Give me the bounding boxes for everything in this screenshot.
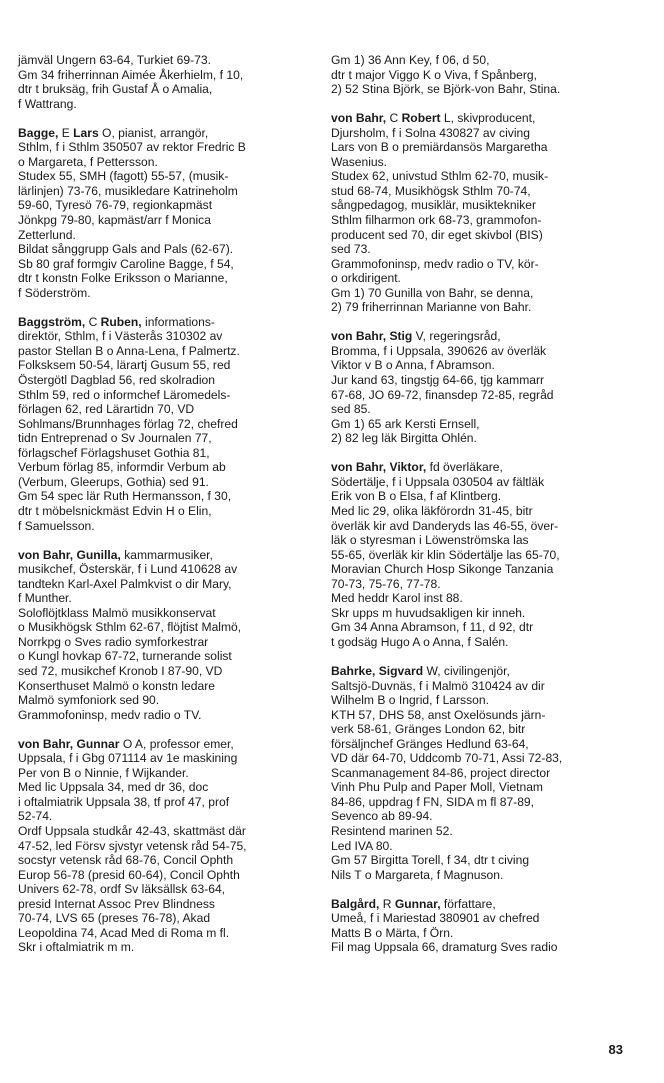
entry-line bbox=[331, 271, 627, 286]
entry-line bbox=[18, 388, 314, 403]
entry-line bbox=[331, 68, 627, 83]
entry-text: musikchef, Österskär, f i Lund 410628 av bbox=[18, 562, 238, 577]
entry-text: Gm 1) 70 Gunilla von Bahr, se denna, bbox=[331, 285, 534, 300]
biography-entry bbox=[18, 53, 314, 111]
entry-line bbox=[18, 417, 314, 432]
entry-line bbox=[331, 519, 627, 534]
entry-text: O, pianist, arrangör, bbox=[98, 125, 209, 140]
entry-line bbox=[18, 606, 314, 621]
entry-name: Bahrke, Sigvard bbox=[331, 663, 424, 678]
entry-text: tidn Entreprenad o Sv Journalen 77, bbox=[18, 431, 212, 446]
entry-line bbox=[331, 708, 627, 723]
entry-line bbox=[18, 489, 314, 504]
entry-line bbox=[331, 417, 627, 432]
biography-entry bbox=[18, 126, 314, 301]
entry-line bbox=[331, 897, 627, 912]
entry-line bbox=[18, 766, 314, 781]
entry-text: C bbox=[386, 111, 402, 126]
entry-text: 55-65, överläk kir klin Södertälje las 65-70, bbox=[331, 547, 560, 562]
entry-text: förlagschef Förlagshuset Gothia 81, bbox=[18, 445, 210, 460]
entry-line bbox=[18, 402, 314, 417]
entry-text: dtr t möbelsnickmäst Edvin H o Elin, bbox=[18, 503, 212, 518]
entry-text: Grammofoninsp, medv radio o TV. bbox=[18, 707, 202, 722]
entry-text: Konserthuset Malmö o konstn ledare bbox=[18, 678, 215, 693]
entry-line bbox=[18, 664, 314, 679]
entry-text: Soloflöjtklass Malmö musikkonservat bbox=[18, 605, 216, 620]
entry-line bbox=[18, 853, 314, 868]
entry-line bbox=[331, 213, 627, 228]
entry-line bbox=[18, 53, 314, 68]
entry-text: Bromma, f i Uppsala, 390626 av överläk bbox=[331, 343, 547, 358]
entry-text: o Margareta, f Pettersson. bbox=[18, 154, 158, 169]
entry-line bbox=[331, 504, 627, 519]
entry-line bbox=[331, 577, 627, 592]
entry-text: försäljnchef Gränges Hedlund 63-64, bbox=[331, 736, 529, 751]
entry-line bbox=[331, 111, 627, 126]
entry-text: Malmö symfoniork sed 90. bbox=[18, 693, 160, 708]
entry-name: Gunnar, bbox=[394, 896, 441, 911]
entry-text: presid Internat Assoc Prev Blindness bbox=[18, 896, 215, 911]
entry-line bbox=[18, 475, 314, 490]
entry-line bbox=[331, 926, 627, 941]
entry-text: Wilhelm B o Ingrid, f Larsson. bbox=[331, 693, 489, 708]
entry-name: Lars bbox=[73, 125, 99, 140]
entry-text: Sthlm 59, red o informchef Läromedels- bbox=[18, 387, 231, 402]
entry-text: i oftalmiatrik Uppsala 38, tf prof 47, prof bbox=[18, 794, 230, 809]
entry-line bbox=[331, 606, 627, 621]
entry-text: Saltsjö-Duvnäs, f i Malmö 310424 av dir bbox=[331, 678, 545, 693]
entry-line bbox=[331, 664, 627, 679]
entry-line bbox=[18, 780, 314, 795]
entry-line bbox=[18, 562, 314, 577]
entry-text: Djursholm, f i Solna 430827 av civing bbox=[331, 125, 530, 140]
entry-text: Med lic 29, olika läkförordn 31-45, bitr bbox=[331, 503, 533, 518]
biography-entry bbox=[18, 737, 314, 955]
entry-text: Matts B o Märta, f Örn. bbox=[331, 925, 454, 940]
entry-line bbox=[331, 344, 627, 359]
entry-text: Sohlmans/Brunnhages förlag 72, chefred bbox=[18, 416, 238, 431]
entry-text: f Samuelsson. bbox=[18, 518, 95, 533]
entry-line bbox=[18, 68, 314, 83]
entry-text: 70-73, 75-76, 77-78. bbox=[331, 576, 441, 591]
entry-name: Baggström, bbox=[18, 314, 86, 329]
entry-text: Moravian Church Hosp Sikonge Tanzania bbox=[331, 562, 554, 577]
entry-line bbox=[331, 620, 627, 635]
entry-line bbox=[331, 868, 627, 883]
entry-text: 2) 82 leg läk Birgitta Ohlén. bbox=[331, 431, 477, 446]
entry-text: Gm 54 spec lär Ruth Hermansson, f 30, bbox=[18, 489, 232, 504]
entry-line bbox=[18, 82, 314, 97]
entry-name: von Bahr, Gunnar bbox=[18, 736, 120, 751]
entry-line bbox=[18, 882, 314, 897]
entry-text: Studex 55, SMH (fagott) 55-57, (musik- bbox=[18, 169, 229, 184]
entry-text: t godsäg Hugo A o Anna, f Salén. bbox=[331, 634, 509, 649]
entry-text: Resintend marinen 52. bbox=[331, 823, 453, 838]
entry-text: KTH 57, DHS 58, anst Oxelösunds järn- bbox=[331, 707, 546, 722]
entry-text: Södertälje, f i Uppsala 030504 av fältläk bbox=[331, 474, 545, 489]
entry-text: 52-74. bbox=[18, 809, 53, 824]
entry-text: Univers 62-78, ordf Sv läksällsk 63-64, bbox=[18, 882, 226, 897]
entry-line bbox=[18, 213, 314, 228]
entry-text: Studex 62, univstud Sthlm 62-70, musik- bbox=[331, 169, 549, 184]
entry-line bbox=[18, 257, 314, 272]
entry-line bbox=[18, 649, 314, 664]
entry-text: Europ 56-78 (presid 60-64), Concil Ophth bbox=[18, 867, 240, 882]
entry-text: 70-74, LVS 65 (preses 76-78), Akad bbox=[18, 911, 211, 926]
entry-text: O A, professor emer, bbox=[119, 736, 234, 751]
entry-text: Umeå, f i Mariestad 380901 av chefred bbox=[331, 911, 540, 926]
entry-line bbox=[331, 460, 627, 475]
entry-text: Nils T o Margareta, f Magnuson. bbox=[331, 867, 504, 882]
entry-text: f Söderström. bbox=[18, 285, 91, 300]
entry-line bbox=[331, 184, 627, 199]
entry-line bbox=[18, 242, 314, 257]
entry-line bbox=[331, 591, 627, 606]
entry-line bbox=[331, 809, 627, 824]
entry-name: von Bahr, Gunilla, bbox=[18, 547, 121, 562]
entry-text: E bbox=[58, 125, 74, 140]
entry-text: Uppsala, f i Gbg 071114 av 1e maskining bbox=[18, 751, 238, 766]
entry-text: Sevenco ab 89-94. bbox=[331, 809, 433, 824]
entry-text: C bbox=[85, 314, 101, 329]
entry-text: läk o styresman i Löwenströmska las bbox=[331, 533, 529, 548]
entry-line bbox=[331, 533, 627, 548]
biography-entry bbox=[331, 460, 627, 649]
entry-line bbox=[18, 940, 314, 955]
left-column bbox=[18, 53, 314, 969]
entry-line bbox=[331, 198, 627, 213]
entry-text: författare, bbox=[440, 896, 496, 911]
entry-line bbox=[331, 722, 627, 737]
entry-text: sed 72, musikchef Kronob I 87-90, VD bbox=[18, 663, 223, 678]
page-number: 83 bbox=[608, 1042, 623, 1057]
entry-line bbox=[18, 286, 314, 301]
entry-name: Robert bbox=[401, 111, 441, 126]
entry-text: Jönkpg 79-80, kapmäst/arr f Monica bbox=[18, 213, 211, 228]
entry-text: Verbum förlag 85, informdir Verbum ab bbox=[18, 460, 226, 475]
entry-text: Gm 34 friherrinnan Aimée Åkerhielm, f 10, bbox=[18, 67, 244, 82]
entry-line bbox=[331, 475, 627, 490]
entry-text: förlagen 62, red Lärartidn 70, VD bbox=[18, 402, 195, 417]
entry-line bbox=[331, 489, 627, 504]
entry-text: Sb 80 graf formgiv Caroline Bagge, f 54, bbox=[18, 256, 234, 271]
entry-text: W, civilingenjör, bbox=[423, 663, 510, 678]
entry-line bbox=[18, 824, 314, 839]
entry-name: Ruben, bbox=[100, 314, 142, 329]
entry-text: Gm 1) 65 ark Kersti Ernsell, bbox=[331, 416, 480, 431]
entry-text: (Verbum, Gleerups, Gothia) sed 91. bbox=[18, 474, 209, 489]
entry-text: dtr t konstn Folke Eriksson o Marianne, bbox=[18, 271, 228, 286]
entry-text: Sthlm, f i Sthlm 350507 av rektor Fredric B bbox=[18, 140, 246, 155]
entry-line bbox=[331, 140, 627, 155]
entry-line bbox=[18, 708, 314, 723]
entry-line bbox=[18, 126, 314, 141]
entry-line bbox=[331, 824, 627, 839]
entry-line bbox=[331, 940, 627, 955]
entry-text: direktör, Sthlm, f i Västerås 310302 av bbox=[18, 329, 223, 344]
entry-name: von Bahr, Stig bbox=[331, 329, 413, 344]
entry-line bbox=[331, 766, 627, 781]
entry-line bbox=[18, 155, 314, 170]
entry-text: f Munther. bbox=[18, 591, 72, 606]
entry-line bbox=[18, 751, 314, 766]
entry-text: Jur kand 63, tingstjg 64-66, tjg kammarr bbox=[331, 373, 545, 388]
entry-text: pastor Stellan B o Anna-Lena, f Palmertz. bbox=[18, 343, 240, 358]
entry-line bbox=[331, 300, 627, 315]
entry-text: Led IVA 80. bbox=[331, 838, 393, 853]
entry-line bbox=[18, 577, 314, 592]
entry-text: dtr t major Viggo K o Viva, f Spånberg, bbox=[331, 67, 537, 82]
entry-text: Skr upps m huvudsakligen kir inneh. bbox=[331, 605, 526, 620]
entry-text: R bbox=[379, 896, 395, 911]
entry-line bbox=[18, 198, 314, 213]
entry-text: Gm 1) 36 Ann Key, f 06, d 50, bbox=[331, 53, 490, 67]
entry-text: Leopoldina 74, Acad Med di Roma m fl. bbox=[18, 925, 230, 940]
entry-text: o Musikhögsk Sthlm 62-67, flöjtist Malmö, bbox=[18, 620, 242, 635]
entry-text: Ordf Uppsala studkår 42-43, skattmäst där bbox=[18, 823, 246, 838]
entry-text: Med heddr Karol inst 88. bbox=[331, 591, 463, 606]
entry-line bbox=[18, 635, 314, 650]
entry-text: Viktor v B o Anna, f Abramson. bbox=[331, 358, 495, 373]
entry-line bbox=[331, 329, 627, 344]
entry-name: von Bahr, bbox=[331, 111, 387, 126]
entry-text: o orkdirigent. bbox=[331, 271, 401, 286]
entry-text: fd överläkare, bbox=[426, 460, 503, 475]
entry-line bbox=[18, 315, 314, 330]
entry-line bbox=[331, 853, 627, 868]
entry-text: socstyr vetensk råd 68-76, Concil Ophth bbox=[18, 853, 234, 868]
entry-text: verk 58-61, Gränges London 62, bitr bbox=[331, 722, 526, 737]
entry-line bbox=[18, 460, 314, 475]
entry-name: Bagge, bbox=[18, 125, 59, 140]
entry-line bbox=[331, 358, 627, 373]
entry-line bbox=[18, 548, 314, 563]
entry-line bbox=[331, 839, 627, 854]
entry-text: Norrkpg o Sves radio symforkestrar bbox=[18, 634, 209, 649]
entry-text: jämväl Ungern 63-64, Turkiet 69-73. bbox=[18, 53, 211, 67]
biography-entry bbox=[331, 664, 627, 882]
entry-text: Skr i oftalmiatrik m m. bbox=[18, 940, 135, 955]
entry-line bbox=[18, 344, 314, 359]
biography-entry bbox=[331, 111, 627, 315]
entry-line bbox=[331, 82, 627, 97]
entry-text: Östergötl Dagblad 56, red skolradion bbox=[18, 373, 215, 388]
entry-text: Fil mag Uppsala 66, dramaturg Sves radio bbox=[331, 940, 558, 955]
entry-line bbox=[18, 795, 314, 810]
entry-line bbox=[331, 911, 627, 926]
entry-line bbox=[331, 228, 627, 243]
entry-text: f Wattrang. bbox=[18, 96, 77, 111]
entry-line bbox=[331, 548, 627, 563]
entry-line bbox=[331, 155, 627, 170]
entry-line bbox=[18, 620, 314, 635]
entry-line bbox=[18, 897, 314, 912]
entry-line bbox=[18, 271, 314, 286]
entry-line bbox=[331, 795, 627, 810]
entry-text: producent sed 70, dir eget skivbol (BIS) bbox=[331, 227, 543, 242]
entry-name: Balgård, bbox=[331, 896, 380, 911]
entry-text: 59-60, Tyresö 76-79, regionkapmäst bbox=[18, 198, 213, 213]
entry-text: 47-52, led Försv sjvstyr vetensk råd 54-75, bbox=[18, 838, 247, 853]
entry-line bbox=[331, 635, 627, 650]
entry-text: L, skivproducent, bbox=[440, 111, 536, 126]
entry-name: von Bahr, Viktor, bbox=[331, 460, 427, 475]
entry-line bbox=[18, 911, 314, 926]
entry-line bbox=[18, 679, 314, 694]
entry-text: 84-86, uppdrag f FN, SIDA m fl 87-89, bbox=[331, 794, 535, 809]
entry-text: sed 85. bbox=[331, 402, 371, 417]
entry-line bbox=[331, 693, 627, 708]
entry-line bbox=[18, 169, 314, 184]
entry-line bbox=[331, 257, 627, 272]
entry-line bbox=[331, 679, 627, 694]
entry-line bbox=[331, 53, 627, 68]
entry-text: o Kungl hovkap 67-72, turnerande solist bbox=[18, 649, 232, 664]
entry-text: 67-68, JO 69-72, finansdep 72-85, regråd bbox=[331, 387, 554, 402]
entry-line bbox=[331, 169, 627, 184]
entry-line bbox=[18, 504, 314, 519]
biography-entry bbox=[18, 548, 314, 723]
entry-line bbox=[18, 228, 314, 243]
entry-line bbox=[18, 839, 314, 854]
entry-line bbox=[331, 780, 627, 795]
entry-text: Gm 34 Anna Abramson, f 11, d 92, dtr bbox=[331, 620, 534, 635]
entry-line bbox=[331, 373, 627, 388]
entry-text: Bildat sånggrupp Gals and Pals (62-67). bbox=[18, 242, 234, 257]
entry-text: Sthlm filharmon ork 68-73, grammofon- bbox=[331, 213, 542, 228]
entry-line bbox=[18, 926, 314, 941]
entry-text: lärlinjen) 73-76, musikledare Katrineholm bbox=[18, 183, 238, 198]
entry-line bbox=[18, 591, 314, 606]
entry-text: Lars von B o premiärdansös Margaretha bbox=[331, 140, 548, 155]
entry-line bbox=[18, 737, 314, 752]
entry-line bbox=[18, 97, 314, 112]
entry-text: Med lic Uppsala 34, med dr 36, doc bbox=[18, 780, 209, 795]
biography-entry bbox=[331, 53, 627, 97]
entry-line bbox=[18, 373, 314, 388]
entry-line bbox=[331, 562, 627, 577]
entry-text: dtr t bruksäg, frih Gustaf Å o Amalia, bbox=[18, 82, 213, 97]
entry-line bbox=[18, 358, 314, 373]
entry-line bbox=[18, 329, 314, 344]
entry-text: Scanmanagement 84-86, project director bbox=[331, 765, 551, 780]
entry-text: överläk kir avd Danderyds las 46-55, över- bbox=[331, 518, 559, 533]
entry-text: V, regeringsråd, bbox=[412, 329, 501, 344]
entry-line bbox=[331, 126, 627, 141]
biography-entry bbox=[331, 329, 627, 445]
entry-line bbox=[331, 751, 627, 766]
entry-text: stud 68-74, Musikhögsk Sthlm 70-74, bbox=[331, 183, 531, 198]
entry-line bbox=[331, 242, 627, 257]
entry-line bbox=[18, 446, 314, 461]
entry-text: Wasenius. bbox=[331, 154, 388, 169]
entry-line bbox=[331, 737, 627, 752]
entry-line bbox=[331, 431, 627, 446]
entry-text: Grammofoninsp, medv radio o TV, kör- bbox=[331, 256, 539, 271]
entry-text: tandtekn Karl-Axel Palmkvist o dir Mary, bbox=[18, 576, 232, 591]
entry-line bbox=[18, 693, 314, 708]
entry-text: sångpedagog, musiklär, musiktekniker bbox=[331, 198, 537, 213]
entry-line bbox=[331, 402, 627, 417]
entry-line bbox=[331, 388, 627, 403]
biography-entry bbox=[331, 897, 627, 955]
entry-line bbox=[18, 868, 314, 883]
entry-line bbox=[331, 286, 627, 301]
entry-text: informations- bbox=[141, 314, 215, 329]
entry-line bbox=[18, 431, 314, 446]
entry-text: 2) 52 Stina Björk, se Björk-von Bahr, Stina. bbox=[331, 82, 561, 97]
entry-line bbox=[18, 519, 314, 534]
entry-text: Folksksem 50-54, lärartj Gusum 55, red bbox=[18, 358, 231, 373]
entry-text: 2) 79 friherrinnan Marianne von Bahr. bbox=[331, 300, 532, 315]
biography-entry bbox=[18, 315, 314, 533]
entry-text: Erik von B o Elsa, f af Klintberg. bbox=[331, 489, 502, 504]
entry-line bbox=[18, 140, 314, 155]
entry-text: sed 73. bbox=[331, 242, 371, 257]
entry-text: Vinh Phu Pulp and Paper Moll, Vietnam bbox=[331, 780, 544, 795]
right-column bbox=[331, 53, 627, 969]
entry-text: kammarmusiker, bbox=[120, 547, 213, 562]
entry-line bbox=[18, 809, 314, 824]
entry-text: Per von B o Ninnie, f Wijkander. bbox=[18, 765, 189, 780]
entry-text: Gm 57 Birgitta Torell, f 34, dtr t civing bbox=[331, 853, 530, 868]
entry-line bbox=[18, 184, 314, 199]
entry-text: Zetterlund. bbox=[18, 227, 76, 242]
entry-text: VD där 64-70, Uddcomb 70-71, Assi 72-83, bbox=[331, 751, 563, 766]
